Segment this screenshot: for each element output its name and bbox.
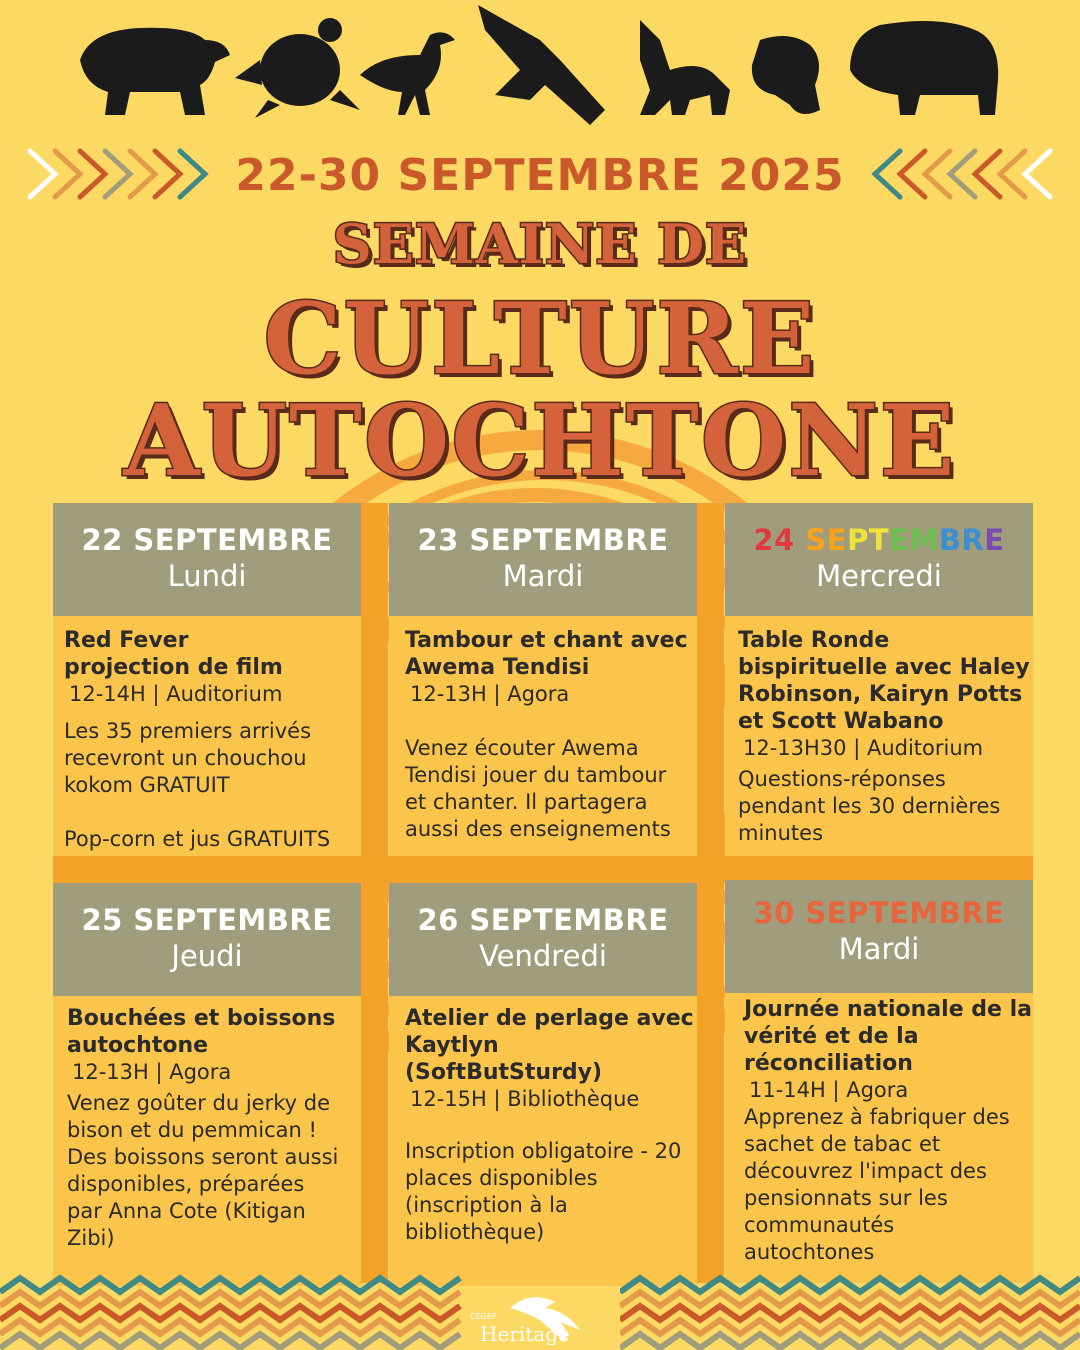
description-line: communautés bbox=[744, 1213, 895, 1237]
description-line: Les 35 premiers arrivés bbox=[64, 719, 312, 743]
event-time-location: 12-15H | Bibliothèque bbox=[410, 1087, 640, 1111]
event-title-line: Red Fever bbox=[64, 628, 189, 653]
event-title-line: Awema Tendisi bbox=[405, 655, 590, 680]
description-line: disponibles, préparées bbox=[67, 1172, 305, 1196]
event-details bbox=[744, 996, 1044, 1266]
event-time-location: 11-14H | Agora bbox=[749, 1078, 909, 1102]
zigzag-border-right bbox=[620, 1270, 1080, 1350]
day-header bbox=[389, 503, 697, 616]
day-weekday: Mardi bbox=[838, 932, 920, 966]
day-header bbox=[725, 880, 1033, 993]
event-time-location: 12-13H | Agora bbox=[410, 682, 570, 706]
title-line-3: AUTOCHTONE bbox=[123, 384, 957, 499]
description-line: Inscription obligatoire - 20 bbox=[405, 1139, 682, 1163]
description-line: minutes bbox=[738, 821, 824, 845]
description-line: bibliothèque) bbox=[405, 1220, 545, 1244]
day-weekday: Mercredi bbox=[816, 559, 942, 593]
event-description bbox=[64, 718, 364, 799]
event-description bbox=[405, 735, 697, 843]
rainbow-letter: B bbox=[938, 523, 962, 557]
description-line: recevront un chouchou bbox=[64, 746, 307, 770]
cegep-heritage-logo bbox=[470, 1290, 610, 1350]
event-description bbox=[744, 1104, 1044, 1266]
event-time-location: 12-13H30 | Auditorium bbox=[743, 736, 984, 760]
day-date-rainbow bbox=[725, 523, 1033, 557]
description-line: par Anna Cote (Kitigan bbox=[67, 1199, 306, 1223]
rainbow-letter: R bbox=[961, 523, 985, 557]
description-line: bison et du pemmican ! bbox=[67, 1118, 317, 1142]
rainbow-letter: M bbox=[909, 523, 939, 557]
rainbow-letter: S bbox=[805, 523, 827, 557]
event-time-location: 12-13H | Agora bbox=[72, 1060, 232, 1084]
event-details bbox=[67, 1005, 361, 1252]
description-line: Zibi) bbox=[67, 1226, 115, 1250]
event-description bbox=[405, 1138, 697, 1246]
day-weekday: Mardi bbox=[502, 559, 584, 593]
event-title-line: Tambour et chant avec bbox=[405, 628, 688, 653]
description-line: découvrez l'impact des bbox=[744, 1159, 987, 1183]
rainbow-letter: E bbox=[889, 523, 910, 557]
rainbow-letter: E bbox=[984, 523, 1005, 557]
day-date: 22 SEPTEMBRE bbox=[81, 523, 333, 557]
rainbow-letter: P bbox=[847, 523, 869, 557]
grid-divider-vertical-1 bbox=[361, 503, 388, 1283]
description-line: autochtones bbox=[744, 1240, 875, 1264]
description-line: Venez écouter Awema bbox=[405, 736, 639, 760]
day-date: 26 SEPTEMBRE bbox=[417, 903, 669, 937]
description-line: pensionnats sur les bbox=[744, 1186, 948, 1210]
zigzag-border-left bbox=[0, 1270, 470, 1350]
grid-divider-vertical-2 bbox=[697, 503, 724, 1283]
event-date-range: 22-30 SEPTEMBRE 2025 bbox=[235, 150, 845, 201]
event-title-line: Table Ronde bbox=[738, 628, 890, 653]
event-description-2 bbox=[64, 826, 364, 853]
description-line: Questions-réponses bbox=[738, 767, 946, 791]
wolf-icon bbox=[640, 20, 730, 115]
logo-small-text: CÉGEP bbox=[470, 1312, 497, 1321]
event-title-line: vérité et de la bbox=[744, 1024, 919, 1049]
eagle-icon bbox=[478, 5, 605, 125]
description-line: sachet de tabac et bbox=[744, 1132, 941, 1156]
day-header bbox=[53, 883, 361, 996]
event-details bbox=[738, 627, 1033, 847]
rainbow-letter: E bbox=[826, 523, 848, 557]
day-date: 30 SEPTEMBRE bbox=[753, 896, 1005, 930]
day-weekday: Vendredi bbox=[479, 939, 607, 973]
event-title-line: réconciliation bbox=[744, 1051, 913, 1076]
description-line: et chanter. Il partagera bbox=[405, 790, 648, 814]
bison-icon bbox=[850, 21, 998, 115]
title-line-1: SEMAINE DE bbox=[332, 212, 748, 276]
title-line-2: CULTURE bbox=[263, 282, 817, 397]
description-line: Pop-corn et jus GRATUITS bbox=[64, 827, 331, 851]
description-line: pendant les 30 dernières bbox=[738, 794, 1001, 818]
event-title-line: autochtone bbox=[67, 1033, 209, 1058]
event-time-location: 12-14H | Auditorium bbox=[69, 682, 283, 706]
beaver-icon bbox=[752, 36, 820, 114]
event-description bbox=[67, 1090, 361, 1252]
event-title-line: bispirituelle avec Haley bbox=[738, 655, 1030, 680]
raven-icon bbox=[360, 32, 455, 115]
description-line: Apprenez à fabriquer des bbox=[744, 1105, 1010, 1129]
event-description bbox=[738, 766, 1033, 847]
logo-name: Heritage bbox=[480, 1322, 570, 1346]
day-date: 23 SEPTEMBRE bbox=[417, 523, 669, 557]
event-title-line: et Scott Wabano bbox=[738, 709, 944, 734]
day-header bbox=[389, 883, 697, 996]
turtle-icon bbox=[235, 18, 360, 118]
description-line: kokom GRATUIT bbox=[64, 773, 230, 797]
rainbow-letter: T bbox=[868, 523, 890, 557]
rainbow-letter: 4 bbox=[774, 523, 795, 557]
event-details bbox=[64, 627, 364, 853]
day-weekday: Jeudi bbox=[171, 939, 243, 973]
day-header bbox=[53, 503, 361, 616]
event-title-line: Bouchées et boissons bbox=[67, 1006, 336, 1031]
event-title-line: Kaytlyn (SoftButSturdy) bbox=[405, 1033, 603, 1085]
day-weekday: Lundi bbox=[167, 559, 247, 593]
rainbow-letter bbox=[795, 523, 806, 557]
animal-icons-row bbox=[0, 0, 1080, 140]
description-line: Des boissons seront aussi bbox=[67, 1145, 339, 1169]
event-title-line: Atelier de perlage avec bbox=[405, 1006, 694, 1031]
event-title-line: projection de film bbox=[64, 655, 283, 680]
rainbow-letter: 2 bbox=[753, 523, 775, 557]
event-details bbox=[405, 1005, 697, 1246]
description-line: aussi des enseignements bbox=[405, 817, 671, 841]
description-line: (inscription à la bbox=[405, 1193, 568, 1217]
description-line: Venez goûter du jerky de bbox=[67, 1091, 331, 1115]
event-title-line: Robinson, Kairyn Potts bbox=[738, 682, 1023, 707]
day-header bbox=[725, 503, 1033, 616]
event-title-line: Journée nationale de la bbox=[744, 997, 1032, 1022]
grid-divider-horizontal bbox=[53, 856, 1033, 883]
day-date: 25 SEPTEMBRE bbox=[81, 903, 333, 937]
description-line: Tendisi jouer du tambour bbox=[405, 763, 667, 787]
event-details bbox=[405, 627, 697, 843]
description-line: places disponibles bbox=[405, 1166, 598, 1190]
bear-icon bbox=[80, 28, 230, 115]
